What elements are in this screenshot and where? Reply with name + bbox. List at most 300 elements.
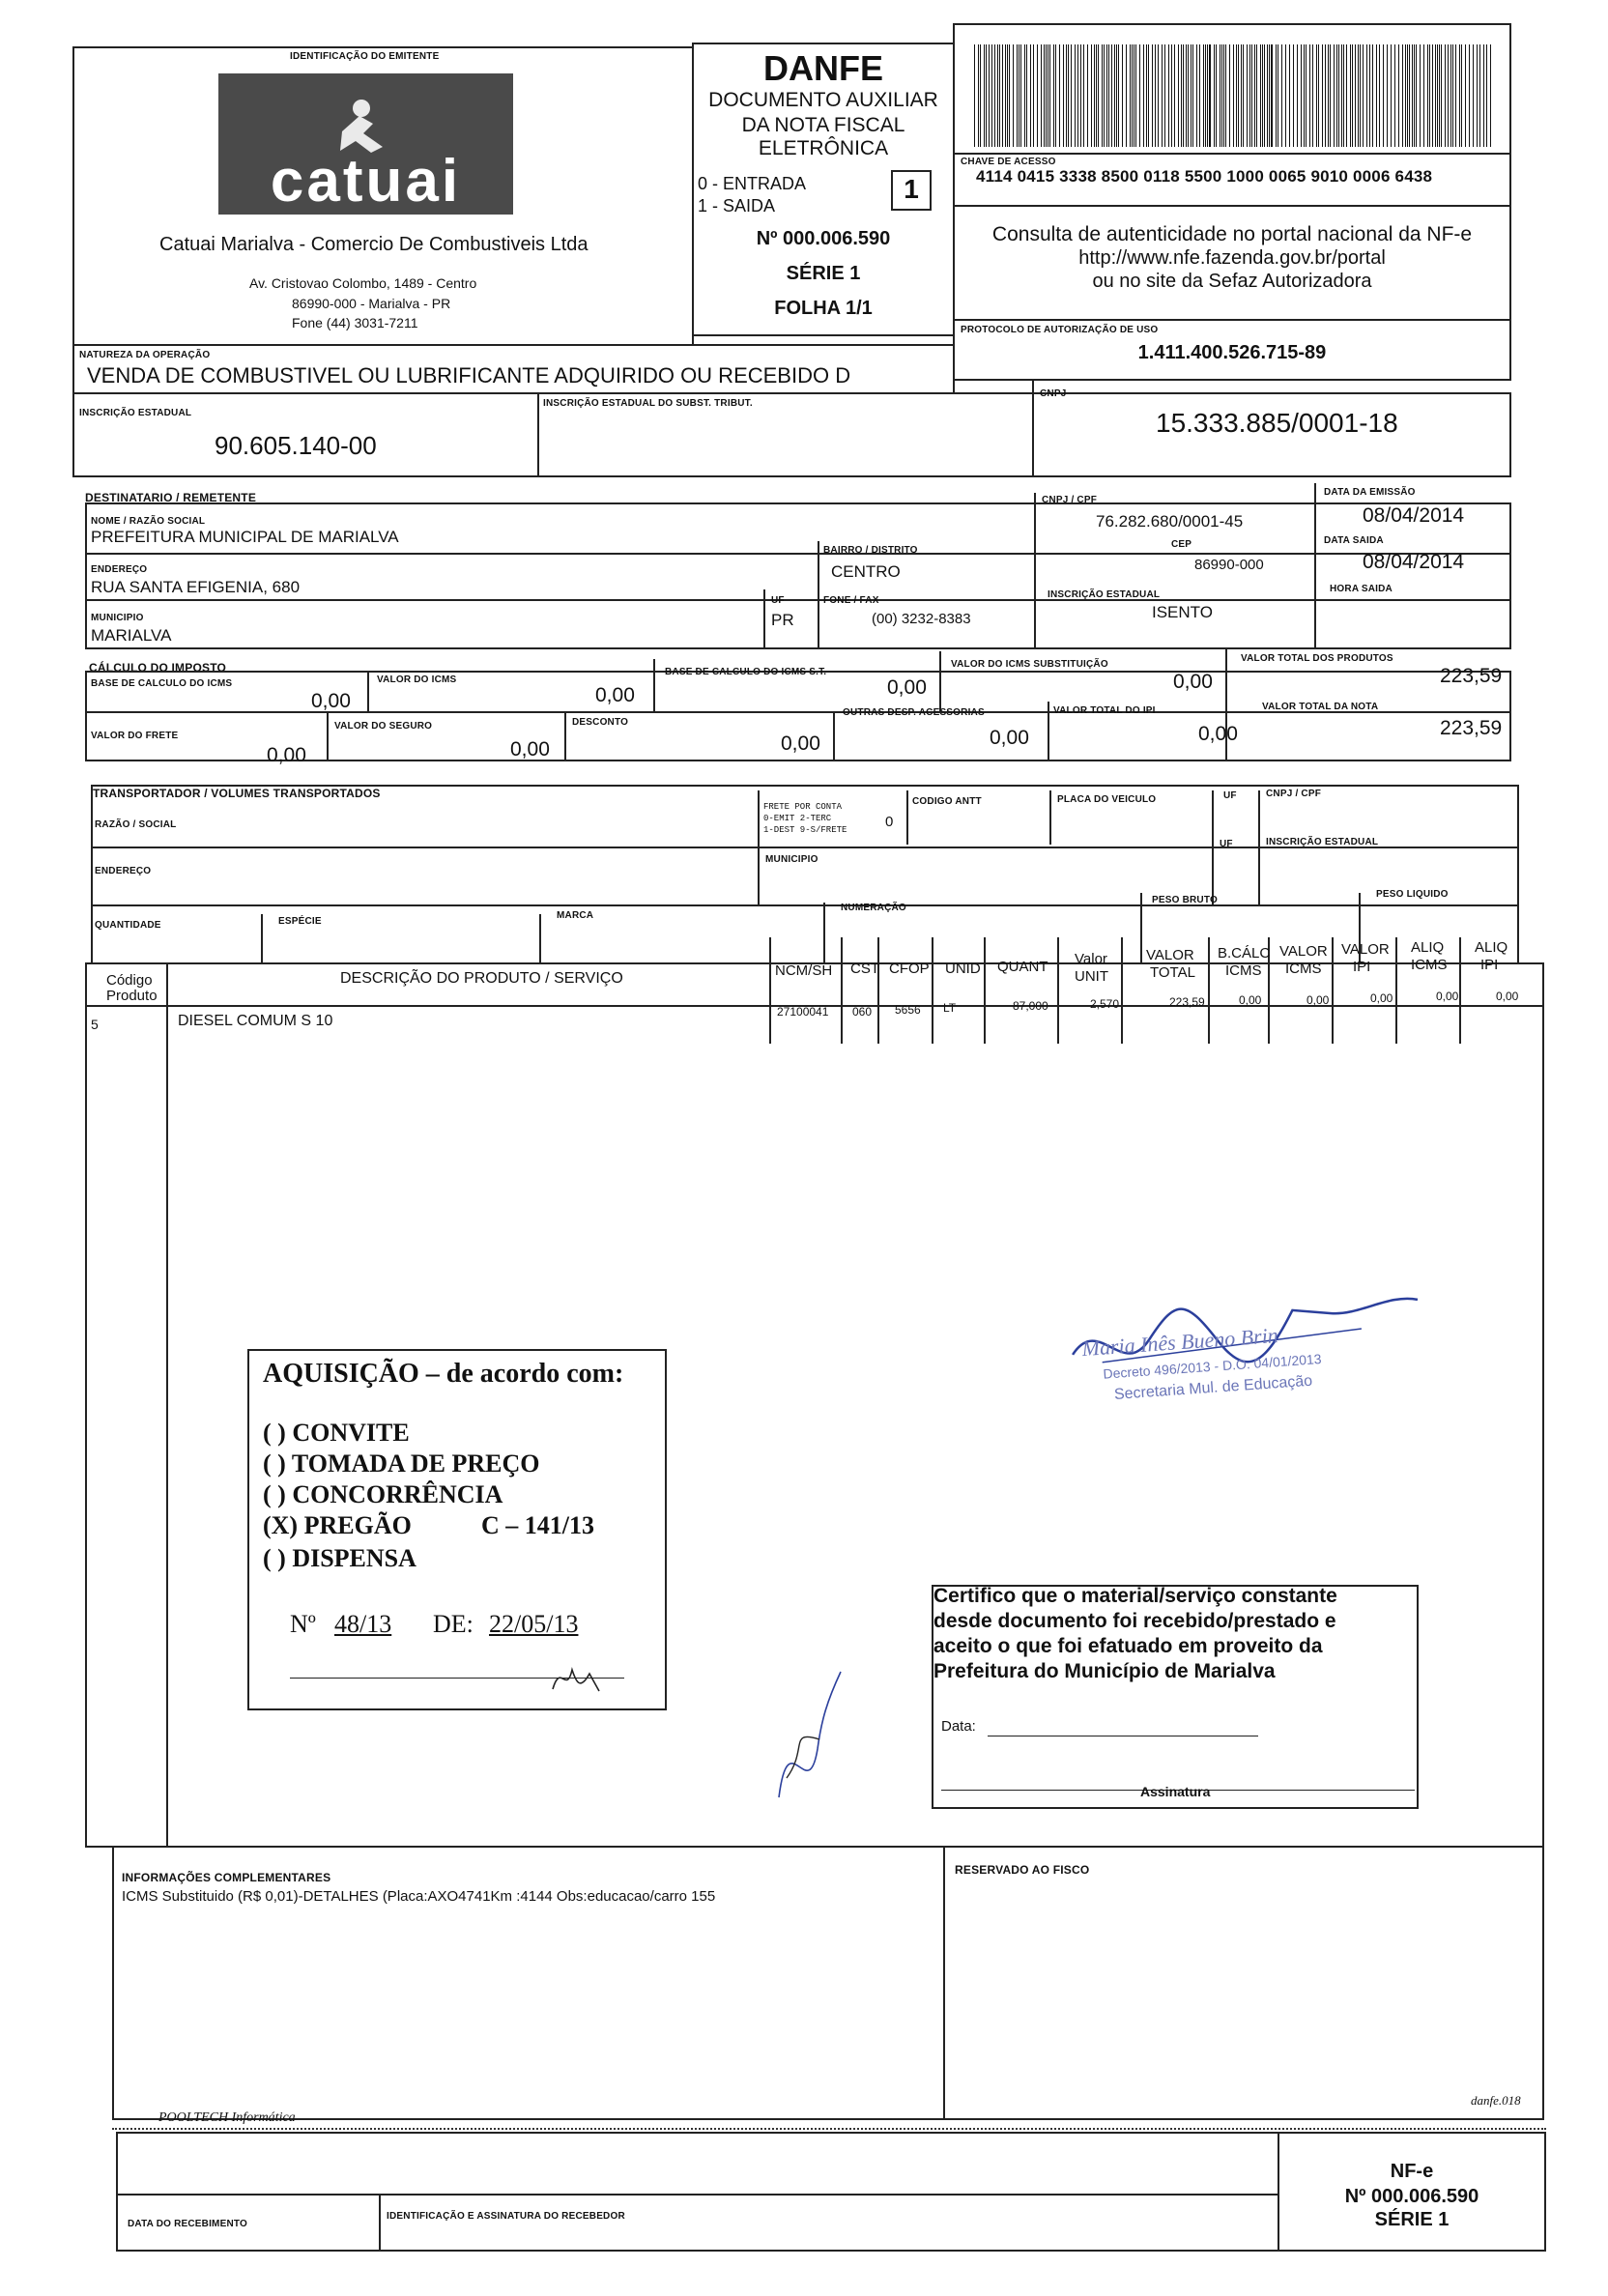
barcode-bar	[1188, 44, 1189, 147]
barcode-bar	[1429, 44, 1430, 147]
tax-freight-label: VALOR DO FRETE	[91, 731, 179, 741]
barcode-bar	[1439, 44, 1440, 147]
barcode-bar	[997, 44, 998, 147]
barcode-bar	[1325, 44, 1326, 147]
transport-uf2-label: UF	[1220, 839, 1233, 849]
barcode-bar	[1387, 44, 1388, 147]
tax-other: 0,00	[990, 727, 1029, 749]
barcode-bar	[1254, 44, 1255, 147]
barcode-bar	[1304, 44, 1305, 147]
danfe-subtitle-1: DOCUMENTO AUXILIAR	[708, 89, 938, 111]
barcode-bar	[1352, 44, 1353, 147]
cell-aicms: 0,00	[1436, 990, 1459, 1003]
recipient-divider-2	[85, 599, 1511, 601]
barcode-bar	[1199, 44, 1200, 147]
transport-divider-v7	[539, 914, 541, 964]
recipient-district-label: BAIRRO / DISTRITO	[823, 545, 918, 556]
tax-freight: 0,00	[267, 744, 306, 766]
transport-ie-label: INSCRIÇÃO ESTADUAL	[1266, 837, 1379, 847]
certify-date-label: Data:	[941, 1718, 976, 1735]
barcode-bar	[1152, 44, 1153, 147]
acq-line-3: ( ) CONCORRÊNCIA	[263, 1480, 503, 1508]
recipient-city: MARIALVA	[91, 626, 172, 645]
nature-label: NATUREZA DA OPERAÇÃO	[79, 350, 211, 360]
recipient-emission: 08/04/2014	[1363, 504, 1465, 527]
acq-numero: 48/13	[334, 1610, 392, 1638]
protocol-label: PROTOCOLO DE AUTORIZAÇÃO DE USO	[961, 325, 1159, 335]
col-aipi-1: ALIQ	[1475, 939, 1508, 956]
danfe-tipo: 1	[904, 174, 919, 204]
items-column-divider	[932, 937, 933, 1044]
col-aicms-2: ICMS	[1411, 957, 1448, 973]
barcode-bar	[1005, 44, 1006, 147]
barcode-bar	[1030, 44, 1031, 147]
barcode-bar	[1441, 44, 1442, 147]
tax-divider-v1	[367, 671, 369, 711]
tax-divider-v3	[939, 651, 941, 711]
barcode-bar	[1338, 44, 1339, 147]
barcode-bar	[1343, 44, 1344, 147]
recipient-emission-label: DATA DA EMISSÃO	[1324, 487, 1416, 498]
recipient-divider-v3	[818, 541, 819, 649]
transport-section-label: TRANSPORTADOR / VOLUMES TRANSPORTADOS	[93, 787, 381, 800]
barcode-bar	[1432, 44, 1433, 147]
company-logo	[218, 73, 513, 215]
barcode-bar	[1033, 44, 1034, 147]
tax-icms-st: 0,00	[1173, 671, 1213, 693]
tax-total-products: 223,59	[1440, 665, 1503, 687]
certify-line-2: desde documento foi recebido/prestado e	[933, 1610, 1336, 1632]
certify-line-1: Certifico que o material/serviço constante	[933, 1585, 1337, 1607]
recipient-uf: PR	[771, 611, 794, 629]
barcode-bar	[1379, 44, 1380, 147]
barcode-bar	[1285, 44, 1286, 147]
recipient-district: CENTRO	[831, 562, 901, 581]
emitter-company: Catuai Marialva - Comercio De Combustiveis Ltda	[159, 234, 589, 255]
barcode-bar	[1316, 44, 1317, 147]
ie-divider-2	[1032, 381, 1034, 477]
cell-vipi: 0,00	[1370, 991, 1393, 1005]
barcode-bar	[1155, 44, 1156, 147]
items-column-divider	[984, 937, 986, 1044]
barcode-bar	[1469, 44, 1470, 147]
transport-plate-label: PLACA DO VEICULO	[1057, 794, 1157, 805]
barcode-bar	[1139, 44, 1140, 147]
barcode-bar	[1053, 44, 1054, 147]
transport-freight-code: 0	[885, 814, 894, 830]
barcode-bar	[1111, 44, 1112, 147]
barcode-bar	[989, 44, 990, 147]
danfe-title: DANFE	[763, 48, 883, 88]
col-vtotal-1: VALOR	[1146, 947, 1194, 963]
col-bc-2: ICMS	[1225, 962, 1262, 979]
tax-discount: 0,00	[781, 732, 820, 755]
barcode-bar	[1473, 44, 1474, 147]
col-cfop: CFOP	[889, 961, 930, 977]
barcode-bar	[1020, 44, 1021, 147]
barcode-bar	[1077, 44, 1078, 147]
barcode-bar	[1143, 44, 1144, 147]
recipient-name-label: NOME / RAZÃO SOCIAL	[91, 516, 206, 527]
transport-numbering-label: NUMERAÇÃO	[841, 903, 906, 913]
tax-total-label: VALOR TOTAL DA NOTA	[1262, 702, 1379, 712]
barcode-bar	[1267, 44, 1268, 147]
recipient-exit: 08/04/2014	[1363, 551, 1465, 573]
danfe-numero: Nº 000.006.590	[756, 228, 891, 249]
barcode-bar	[1002, 44, 1003, 147]
barcode-bar	[1181, 44, 1182, 147]
transport-antt-label: CODIGO ANTT	[912, 796, 982, 807]
recipient-phone-label: FONE / FAX	[823, 595, 879, 606]
barcode-bar	[1360, 44, 1361, 147]
recipient-hour-label: HORA SAIDA	[1330, 584, 1393, 594]
tax-other-label: OUTRAS DESP. ACESSORIAS	[843, 707, 985, 718]
danfe-subtitle-2: DA NOTA FISCAL	[741, 114, 905, 136]
barcode-bar	[1229, 44, 1230, 147]
danfe-serie: SÉRIE 1	[786, 263, 861, 284]
col-vipi-1: VALOR	[1341, 941, 1390, 958]
barcode-bar	[1196, 44, 1197, 147]
barcode-bar	[1461, 44, 1462, 147]
protocol-value: 1.411.400.526.715-89	[1137, 342, 1327, 363]
barcode-bar	[1130, 44, 1131, 147]
barcode-bar	[1402, 44, 1403, 147]
recipient-divider-v1	[1034, 493, 1036, 649]
transport-qty-label: QUANTIDADE	[95, 920, 161, 931]
barcode-bar	[986, 44, 987, 147]
barcode-bar	[1452, 44, 1453, 147]
barcode-bar	[1256, 44, 1257, 147]
barcode-bar	[978, 44, 979, 147]
barcode-bar	[1479, 44, 1480, 147]
additional-label: INFORMAÇÕES COMPLEMENTARES	[122, 1871, 331, 1884]
emitter-section-label: IDENTIFICAÇÃO DO EMITENTE	[290, 51, 440, 62]
barcode-bar	[1414, 44, 1415, 147]
certify-line-4: Prefeitura do Município de Marialva	[933, 1660, 1276, 1682]
recipient-divider-1	[85, 553, 1511, 555]
barcode-bar	[1483, 44, 1484, 147]
barcode-bar	[1358, 44, 1359, 147]
barcode-bar	[1192, 44, 1193, 147]
barcode-bar	[1013, 44, 1014, 147]
barcode-bar	[1044, 44, 1045, 147]
barcode-bar	[994, 44, 995, 147]
barcode-bar	[1063, 44, 1064, 147]
recipient-uf-label: UF	[771, 595, 785, 606]
barcode-bar	[1416, 44, 1417, 147]
barcode-bar	[1209, 44, 1211, 147]
barcode-bar	[1262, 44, 1263, 147]
barcode-bar	[1135, 44, 1136, 147]
barcode-bar	[1301, 44, 1302, 147]
transport-freight-1: FRETE POR CONTA	[763, 802, 843, 812]
barcode-bar	[1330, 44, 1331, 147]
barcode-bar	[1055, 44, 1056, 147]
cell-unid: LT	[943, 1001, 957, 1015]
access-key-label: CHAVE DE ACESSO	[961, 157, 1056, 167]
cell-quant: 87,000	[1013, 999, 1048, 1013]
col-code-1: Código	[106, 972, 153, 989]
acq-line-4b: C – 141/13	[481, 1511, 594, 1539]
barcode-bar	[1334, 44, 1335, 147]
transport-name-label: RAZÃO / SOCIAL	[95, 819, 177, 830]
barcode-bar	[1271, 44, 1273, 147]
barcode-bar	[1046, 44, 1047, 147]
barcode-bar	[1269, 44, 1270, 147]
barcode-bar	[1383, 44, 1384, 147]
acq-line-4: (X) PREGÃO	[263, 1511, 412, 1539]
barcode-bar	[1465, 44, 1466, 147]
barcode-bar	[1126, 44, 1127, 147]
col-desc: DESCRIÇÃO DO PRODUTO / SERVIÇO	[340, 970, 623, 987]
recipient-cep: 86990-000	[1194, 557, 1264, 573]
tax-section-label: CÁLCULO DO IMPOSTO	[89, 661, 227, 674]
barcode-bar	[1225, 44, 1226, 147]
barcode-bar	[974, 44, 975, 147]
barcode-bar	[1118, 44, 1119, 147]
barcode-bar	[1394, 44, 1395, 147]
col-quant: QUANT	[997, 959, 1048, 975]
barcode-bar	[1116, 44, 1117, 147]
barcode-bar	[1223, 44, 1224, 147]
tax-total: 223,59	[1440, 717, 1503, 739]
barcode-bar	[1355, 44, 1356, 147]
barcode-icon	[974, 44, 1496, 149]
tax-insurance-label: VALOR DO SEGURO	[334, 721, 433, 732]
emitter-city: 86990-000 - Marialva - PR	[292, 296, 451, 311]
barcode-bar	[1238, 44, 1239, 147]
barcode-bar	[1221, 44, 1222, 147]
danfe-entrada: 0 - ENTRADA	[698, 174, 807, 193]
transport-gross-label: PESO BRUTO	[1152, 895, 1218, 905]
transport-divider-v9	[1140, 893, 1142, 964]
barcode-bar	[1260, 44, 1261, 147]
tax-divider-v2	[653, 659, 655, 711]
barcode-bar	[984, 44, 985, 147]
barcode-bar	[1068, 44, 1069, 147]
barcode-bar	[1098, 44, 1099, 147]
barcode-bar	[1171, 44, 1172, 147]
transport-divider-v4	[1212, 790, 1214, 904]
items-column-divider	[1395, 937, 1397, 1044]
barcode-bar	[1281, 44, 1282, 147]
barcode-bar	[1455, 44, 1456, 147]
barcode-bar	[1312, 44, 1313, 147]
col-vicms-1: VALOR	[1279, 943, 1328, 960]
barcode-bar	[1158, 44, 1159, 147]
barcode-bar	[1075, 44, 1076, 147]
recipient-cep-label: CEP	[1171, 539, 1192, 550]
additional-box	[112, 1846, 1544, 2120]
barcode-bar	[1247, 44, 1248, 147]
transport-divider-2	[91, 904, 1519, 906]
recipient-cnpj-label: CNPJ / CPF	[1042, 495, 1098, 505]
barcode-bar	[1309, 44, 1310, 147]
barcode-bar	[1178, 44, 1179, 147]
barcode-bar	[1114, 44, 1115, 147]
transport-net-label: PESO LIQUIDO	[1376, 889, 1449, 900]
tax-base-st: 0,00	[887, 676, 927, 699]
footer-brand: POOLTECH Informática	[158, 2110, 296, 2125]
receipt-nfe: NF-e	[1390, 2161, 1434, 2182]
barcode-bar	[1024, 44, 1025, 147]
barcode-bar	[1009, 44, 1010, 147]
barcode-bar	[1026, 44, 1027, 147]
signature-stamp	[1040, 1272, 1434, 1424]
recipient-box	[85, 502, 1511, 649]
barcode-bar	[1094, 44, 1095, 147]
barcode-bar	[1071, 44, 1072, 147]
transport-brand-label: MARCA	[557, 910, 594, 921]
receipt-numero: Nº 000.006.590	[1344, 2186, 1479, 2207]
barcode-bar	[1346, 44, 1347, 147]
barcode-bar	[991, 44, 992, 147]
barcode-bar	[1186, 44, 1187, 147]
barcode-bar	[1059, 44, 1060, 147]
barcode-bar	[1233, 44, 1234, 147]
barcode-bar	[1102, 44, 1103, 147]
barcode-bar	[1407, 44, 1408, 147]
ie-value: 90.605.140-00	[215, 431, 377, 460]
danfe-subtitle-3: ELETRÔNICA	[758, 137, 889, 159]
additional-text: ICMS Substituido (R$ 0,01)-DETALHES (Placa:AXO4741Km :4144 Obs:educacao/carro 155	[122, 1888, 716, 1905]
barcode-bar	[1372, 44, 1373, 147]
tax-base-icms: 0,00	[311, 690, 351, 712]
recipient-phone: (00) 3232-8383	[872, 611, 971, 627]
cell-ncm: 27100041	[777, 1005, 829, 1019]
nature-value: VENDA DE COMBUSTIVEL OU LUBRIFICANTE ADQUIRIDO OU RECEBIDO D	[87, 363, 851, 387]
tax-divider-v7	[833, 711, 835, 761]
barcode-bar	[1448, 44, 1449, 147]
receipt-date-label: DATA DO RECEBIMENTO	[128, 2219, 247, 2229]
items-column-divider	[166, 964, 168, 1846]
barcode-bar	[1091, 44, 1092, 147]
barcode-bar	[1366, 44, 1367, 147]
barcode-bar	[1037, 44, 1038, 147]
acq-numero-label: Nº	[290, 1610, 316, 1638]
col-aipi-2: IPI	[1480, 957, 1499, 973]
barcode-bar	[1409, 44, 1410, 147]
access-consult-2: http://www.nfe.fazenda.gov.br/portal	[1078, 247, 1386, 269]
barcode-bar	[1477, 44, 1478, 147]
transport-cnpj-label: CNPJ / CPF	[1266, 789, 1322, 799]
barcode-bar	[1146, 44, 1147, 147]
col-vicms-2: ICMS	[1285, 961, 1322, 977]
barcode-bar	[1391, 44, 1392, 147]
barcode-bar	[1264, 44, 1265, 147]
barcode-bar	[1216, 44, 1217, 147]
barcode-bar	[1191, 44, 1192, 147]
recipient-name: PREFEITURA MUNICIPAL DE MARIALVA	[91, 528, 399, 546]
transport-freight-2: 0-EMIT 2-TERC	[763, 814, 832, 823]
transport-divider-v8	[823, 903, 825, 964]
certify-sign-label: Assinatura	[1140, 1784, 1211, 1799]
ie-divider-1	[537, 394, 539, 477]
access-consult-3: ou no site da Sefaz Autorizadora	[1092, 271, 1372, 292]
transport-address-label: ENDEREÇO	[95, 866, 152, 876]
barcode-bar	[1322, 44, 1323, 147]
cnpj-label: CNPJ	[1040, 388, 1067, 399]
barcode-bar	[1214, 44, 1215, 147]
barcode-bar	[1336, 44, 1337, 147]
barcode-bar	[1293, 44, 1294, 147]
barcode-bar	[1249, 44, 1250, 147]
barcode-bar	[999, 44, 1000, 147]
logo-text: catuai	[270, 148, 462, 215]
ie-label: INSCRIÇÃO ESTADUAL	[79, 408, 192, 418]
transport-divider-v5	[1258, 790, 1260, 904]
receipt-serie: SÉRIE 1	[1374, 2209, 1450, 2230]
transport-divider-v1	[758, 790, 760, 904]
barcode-bar	[1427, 44, 1428, 147]
cell-code: 5	[91, 1017, 99, 1032]
items-column-divider	[877, 937, 879, 1044]
acq-line-5: ( ) DISPENSA	[263, 1544, 416, 1572]
signature-line-2: Decreto 496/2013 - D.O. 04/01/2013	[1102, 1350, 1323, 1382]
barcode-bar	[1318, 44, 1319, 147]
tax-divider-v6	[564, 711, 566, 761]
access-divider-2	[953, 205, 1511, 207]
recipient-exit-label: DATA SAIDA	[1324, 535, 1384, 546]
barcode-bar	[1289, 44, 1290, 147]
tax-divider-v8	[1048, 702, 1049, 761]
barcode-bar	[1236, 44, 1237, 147]
transport-freight-3: 1-DEST 9-S/FRETE	[763, 825, 847, 835]
cell-vtotal: 223,59	[1169, 995, 1205, 1009]
barcode-bar	[1007, 44, 1008, 147]
barcode-bar	[1435, 44, 1436, 147]
recipient-section-label: DESTINATARIO / REMETENTE	[85, 491, 257, 504]
items-column-divider	[841, 937, 843, 1044]
barcode-bar	[1205, 44, 1206, 147]
acq-title: AQUISIÇÃO – de acordo com:	[263, 1359, 624, 1389]
transport-city-label: MUNICIPIO	[765, 854, 818, 865]
recipient-city-label: MUNICIPIO	[91, 613, 144, 623]
barcode-bar	[1241, 44, 1242, 147]
barcode-bar	[1243, 44, 1244, 147]
barcode-bar	[1486, 44, 1487, 147]
barcode-bar	[1369, 44, 1370, 147]
barcode-bar	[1297, 44, 1298, 147]
barcode-bar	[1328, 44, 1329, 147]
cell-bc: 0,00	[1239, 993, 1262, 1007]
tax-discount-label: DESCONTO	[572, 717, 629, 728]
recipient-cnpj: 76.282.680/0001-45	[1096, 512, 1244, 531]
recipient-address: RUA SANTA EFIGENIA, 680	[91, 578, 301, 596]
tax-divider-v5	[327, 711, 329, 761]
barcode-bar	[1083, 44, 1084, 147]
barcode-bar	[1276, 44, 1277, 147]
barcode-bar	[1104, 44, 1105, 147]
items-column-divider	[1121, 937, 1123, 1044]
barcode-bar	[1412, 44, 1413, 147]
col-code-2: Produto	[106, 988, 158, 1004]
barcode-bar	[1164, 44, 1165, 147]
transport-species-label: ESPÉCIE	[278, 916, 322, 927]
barcode-bar	[1398, 44, 1399, 147]
barcode-bar	[1017, 44, 1018, 147]
acq-initials-icon	[547, 1652, 605, 1701]
footer-dotted-line	[112, 2128, 1546, 2130]
barcode-bar	[980, 44, 981, 147]
barcode-bar	[1106, 44, 1107, 147]
col-unid: UNID	[945, 961, 981, 977]
signature-line-1: Maria Inês Bueno Brin	[1080, 1323, 1279, 1362]
items-column-divider	[769, 937, 771, 1044]
items-column-divider	[1459, 937, 1461, 1044]
access-divider-3	[953, 319, 1511, 321]
barcode-bar	[1420, 44, 1421, 147]
